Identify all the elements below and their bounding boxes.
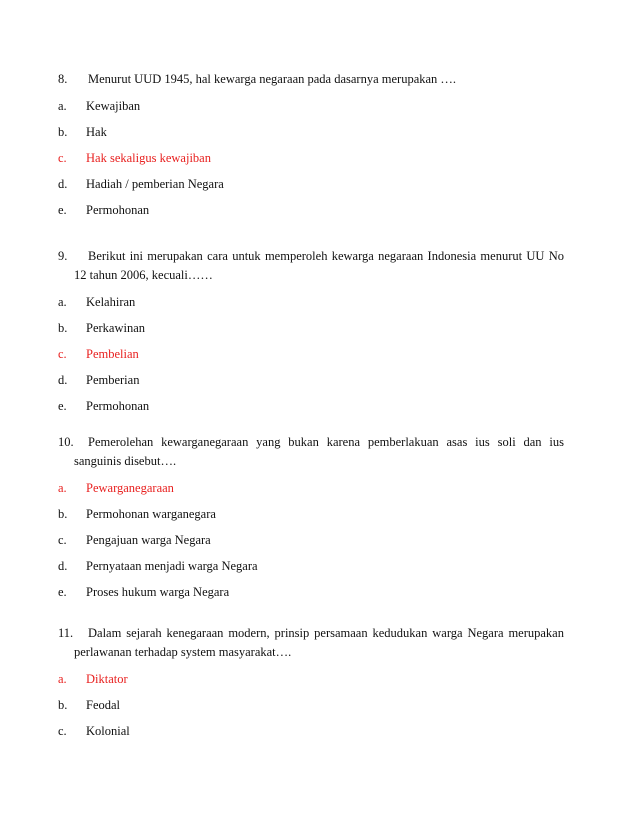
option-text: Hak sekaligus kewajiban	[86, 151, 211, 165]
option-d	[58, 371, 564, 397]
question-9	[58, 247, 564, 423]
question-number: 9.	[58, 249, 68, 263]
option-text: Pewarganegaraan	[86, 481, 174, 495]
option-d	[58, 175, 564, 201]
option-a	[58, 97, 564, 123]
option-text: Pernyataan menjadi warga Negara	[86, 559, 258, 573]
option-c	[58, 531, 564, 557]
question-text: Berikut ini merupakan cara untuk memperoleh kewarga negaraan Indonesia menurut UU No 12 tahun 2006, kecuali……	[74, 249, 564, 282]
option-letter: b.	[58, 321, 68, 335]
option-a-correct-answer	[58, 479, 564, 505]
option-e	[58, 397, 564, 423]
option-letter: c.	[58, 151, 67, 165]
question-stem	[58, 70, 564, 89]
option-letter: a.	[58, 99, 67, 113]
option-e	[58, 201, 564, 227]
option-e	[58, 583, 564, 609]
option-letter: e.	[58, 585, 67, 599]
option-list	[58, 670, 564, 748]
option-list	[58, 479, 564, 609]
option-text: Permohonan	[86, 203, 150, 217]
option-letter: e.	[58, 203, 67, 217]
question-text: Menurut UUD 1945, hal kewarga negaraan pada dasarnya merupakan ….	[88, 72, 457, 86]
option-text: Diktator	[86, 672, 128, 686]
option-letter: b.	[58, 125, 68, 139]
question-text: Pemerolehan kewarganegaraan yang bukan karena pemberlakuan asas ius soli dan ius sanguinis disebut….	[74, 435, 564, 468]
option-b	[58, 505, 564, 531]
option-letter: a.	[58, 672, 67, 686]
option-letter: d.	[58, 373, 68, 387]
option-b	[58, 319, 564, 345]
question-stem	[58, 247, 564, 285]
option-letter: a.	[58, 295, 67, 309]
option-text: Pengajuan warga Negara	[86, 533, 211, 547]
question-number: 8.	[58, 72, 68, 86]
option-text: Perkawinan	[86, 321, 146, 335]
option-c-correct-answer	[58, 345, 564, 371]
option-text: Hak	[86, 125, 107, 139]
question-10	[58, 433, 564, 609]
option-letter: b.	[58, 507, 68, 521]
option-list	[58, 97, 564, 227]
option-text: Kewajiban	[86, 99, 141, 113]
option-c-correct-answer	[58, 149, 564, 175]
option-text: Feodal	[86, 698, 121, 712]
option-text: Permohonan	[86, 399, 150, 413]
option-letter: e.	[58, 399, 67, 413]
option-text: Hadiah / pemberian Negara	[86, 177, 224, 191]
option-text: Kelahiran	[86, 295, 136, 309]
option-letter: c.	[58, 724, 67, 738]
option-text: Permohonan warganegara	[86, 507, 216, 521]
option-d	[58, 557, 564, 583]
option-letter: c.	[58, 347, 67, 361]
question-number: 10.	[58, 435, 74, 449]
option-text: Kolonial	[86, 724, 130, 738]
question-stem	[58, 433, 564, 471]
option-text: Proses hukum warga Negara	[86, 585, 230, 599]
question-number: 11.	[58, 626, 74, 640]
option-c	[58, 722, 564, 748]
option-letter: c.	[58, 533, 67, 547]
option-b	[58, 123, 564, 149]
option-a-correct-answer	[58, 670, 564, 696]
question-stem	[58, 624, 564, 662]
option-b	[58, 696, 564, 722]
option-text: Pembelian	[86, 347, 139, 361]
option-letter: d.	[58, 559, 68, 573]
option-letter: d.	[58, 177, 68, 191]
question-text: Dalam sejarah kenegaraan modern, prinsip persamaan kedudukan warga Negara merupakan perlawanan terhadap system masyarakat….	[74, 626, 564, 659]
option-text: Pemberian	[86, 373, 140, 387]
option-a	[58, 293, 564, 319]
option-list	[58, 293, 564, 423]
option-letter: a.	[58, 481, 67, 495]
question-8	[58, 70, 564, 227]
option-letter: b.	[58, 698, 68, 712]
question-11	[58, 624, 564, 748]
